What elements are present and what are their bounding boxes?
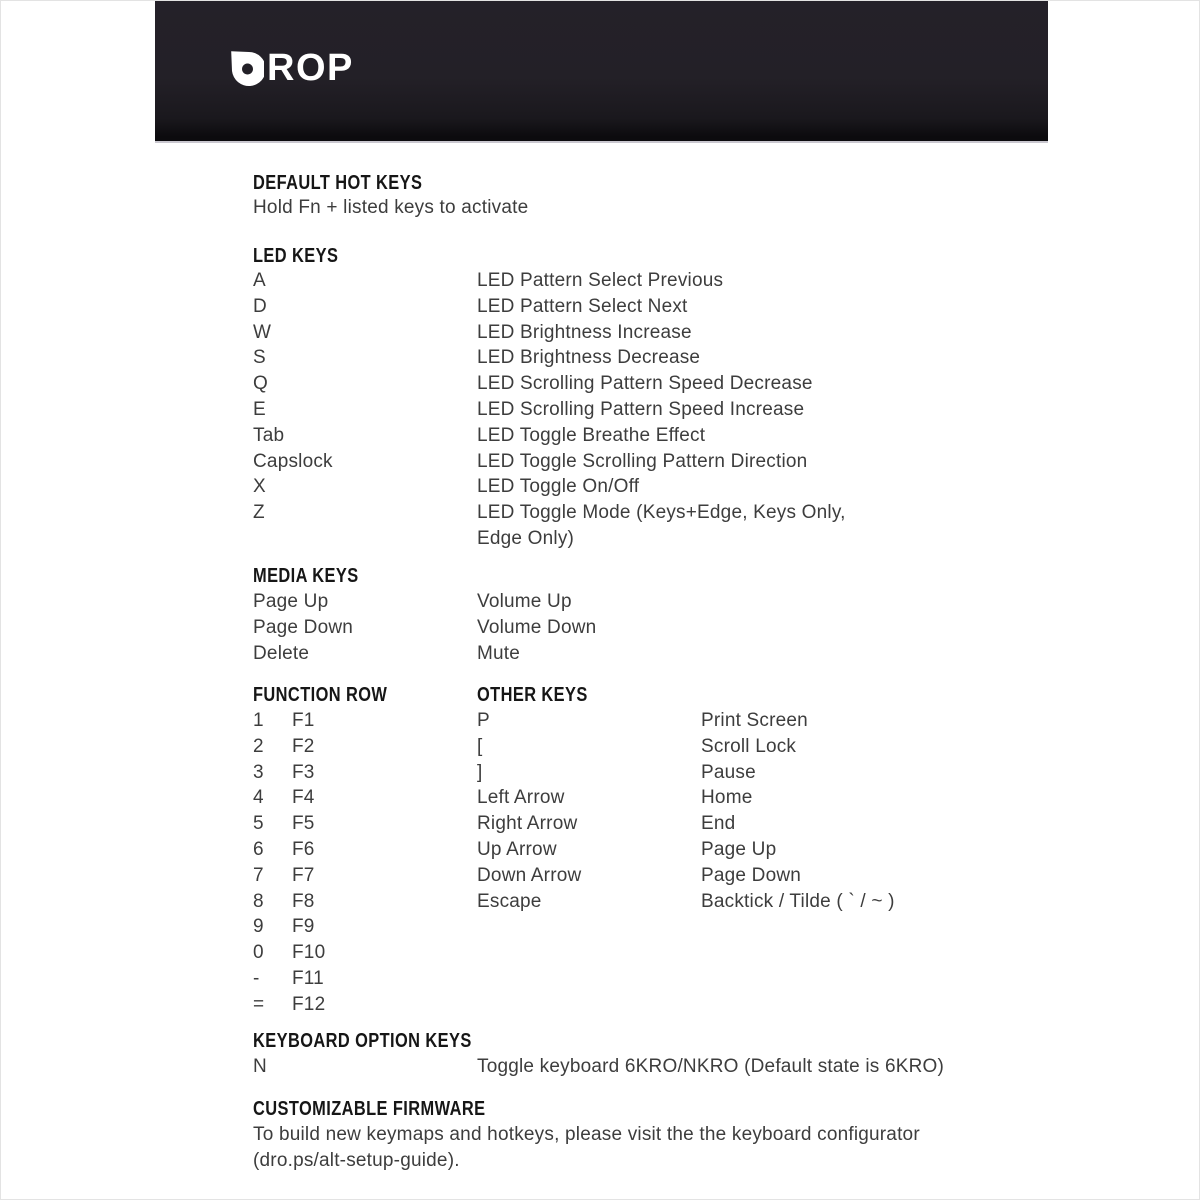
hotkey-key: [ bbox=[477, 735, 483, 757]
hotkey-key: Escape bbox=[477, 890, 542, 912]
hotkey-key: Delete bbox=[253, 642, 310, 664]
hotkey-action: End bbox=[701, 813, 736, 835]
hotkey-key: Capslock bbox=[253, 450, 333, 472]
brand-header bbox=[155, 1, 1048, 143]
section-heading-led-keys: LED KEYS bbox=[253, 245, 339, 267]
hotkey-action: F7 bbox=[292, 864, 315, 886]
hotkey-row bbox=[253, 268, 857, 294]
hotkey-row bbox=[477, 760, 895, 786]
hotkey-key: Down Arrow bbox=[477, 864, 582, 886]
hotkey-action: LED Brightness Decrease bbox=[477, 347, 701, 369]
drop-logo-d-icon bbox=[229, 49, 264, 87]
hotkey-key: Page Down bbox=[253, 616, 354, 638]
hotkey-action: F9 bbox=[292, 916, 315, 938]
hotkey-row bbox=[253, 345, 857, 371]
section-heading-media-keys: MEDIA KEYS bbox=[253, 565, 359, 587]
hotkey-key: W bbox=[253, 321, 272, 343]
hotkey-action: LED Pattern Select Previous bbox=[477, 270, 724, 291]
hotkey-key: 2 bbox=[253, 735, 264, 757]
hotkey-row bbox=[477, 837, 895, 863]
hotkey-row bbox=[253, 940, 325, 966]
hotkey-row bbox=[477, 734, 895, 760]
hotkey-action: Volume Up bbox=[477, 591, 572, 612]
hotkey-action: LED Toggle Scrolling Pattern Direction bbox=[477, 450, 808, 472]
hotkey-key: 5 bbox=[253, 813, 264, 835]
hotkey-action: LED Toggle On/Off bbox=[477, 476, 640, 498]
hotkey-key: 0 bbox=[253, 942, 264, 964]
hotkey-key: D bbox=[253, 295, 267, 317]
hotkey-row bbox=[253, 708, 325, 734]
hotkey-action: F6 bbox=[292, 838, 315, 860]
hotkey-key: X bbox=[253, 476, 266, 498]
hotkey-row bbox=[253, 423, 857, 449]
hotkey-action: F1 bbox=[292, 710, 315, 731]
hotkey-row bbox=[253, 811, 325, 837]
hotkey-row bbox=[253, 320, 857, 346]
hotkey-action: F11 bbox=[292, 967, 324, 989]
hotkey-key: Right Arrow bbox=[477, 813, 578, 835]
hotkey-action: Toggle keyboard 6KRO/NKRO (Default state is 6KRO) bbox=[477, 1056, 945, 1077]
hotkey-row bbox=[253, 734, 325, 760]
section-heading-other-keys: OTHER KEYS bbox=[477, 684, 588, 706]
firmware-note: To build new keymaps and hotkeys, please visit the the keyboard configurator (dro.ps/alt-setup-guide). bbox=[253, 1124, 920, 1171]
hotkey-row bbox=[477, 811, 895, 837]
hotkey-action: F4 bbox=[292, 787, 315, 809]
hotkey-key: Page Up bbox=[253, 591, 329, 612]
hotkey-row bbox=[253, 371, 857, 397]
section-heading-keyboard-option-keys: KEYBOARD OPTION KEYS bbox=[253, 1030, 472, 1052]
hotkey-row bbox=[477, 889, 895, 915]
hotkey-action: F3 bbox=[292, 761, 315, 783]
hotkey-action: Scroll Lock bbox=[701, 735, 797, 757]
hotkey-action: Page Up bbox=[701, 838, 777, 860]
led-keys-table bbox=[253, 268, 857, 552]
hotkey-action: LED Brightness Increase bbox=[477, 321, 692, 343]
hotkey-action: LED Toggle Breathe Effect bbox=[477, 424, 706, 446]
hotkey-row bbox=[477, 785, 895, 811]
hotkey-row bbox=[253, 1054, 944, 1080]
hotkey-action: Pause bbox=[701, 761, 756, 783]
hotkey-row bbox=[253, 397, 857, 423]
other-keys-table bbox=[477, 708, 895, 914]
hotkey-key: 3 bbox=[253, 761, 264, 783]
hotkey-action: F5 bbox=[292, 813, 315, 835]
hotkey-row bbox=[253, 966, 325, 992]
hotkey-key: S bbox=[253, 347, 266, 369]
hotkey-key: 8 bbox=[253, 890, 264, 912]
hotkey-action: LED Pattern Select Next bbox=[477, 295, 688, 317]
hotkey-action: Home bbox=[701, 787, 753, 809]
hotkey-action: F12 bbox=[292, 993, 326, 1015]
keyboard-option-table bbox=[253, 1054, 944, 1080]
hotkey-action: Backtick / Tilde ( ` / ~ ) bbox=[701, 890, 895, 912]
hotkey-action: LED Toggle Mode (Keys+Edge, Keys Only, Edge Only) bbox=[477, 502, 846, 549]
hotkey-key: 7 bbox=[253, 864, 264, 886]
hotkey-key: Q bbox=[253, 373, 268, 395]
hotkey-row bbox=[253, 641, 596, 667]
hotkey-action: F2 bbox=[292, 735, 315, 757]
hotkey-action: F8 bbox=[292, 890, 315, 912]
hotkey-row bbox=[253, 914, 325, 940]
hotkey-action: Print Screen bbox=[701, 710, 808, 731]
drop-logo bbox=[229, 48, 354, 88]
hotkey-key: = bbox=[253, 993, 265, 1015]
hotkey-key: 4 bbox=[253, 787, 264, 809]
function-row-table bbox=[253, 708, 325, 1018]
hotkey-row bbox=[253, 785, 325, 811]
hotkey-row bbox=[253, 863, 325, 889]
hotkey-action: LED Scrolling Pattern Speed Decrease bbox=[477, 373, 813, 395]
hotkey-row bbox=[253, 837, 325, 863]
hotkey-row bbox=[253, 992, 325, 1018]
hotkey-key: - bbox=[253, 967, 260, 989]
drop-logo-text: ROP bbox=[267, 47, 354, 89]
section-heading-customizable-firmware: CUSTOMIZABLE FIRMWARE bbox=[253, 1098, 486, 1120]
hotkey-action: Page Down bbox=[701, 864, 802, 886]
hotkey-row bbox=[253, 500, 857, 552]
media-keys-table bbox=[253, 589, 596, 666]
hotkey-key: E bbox=[253, 398, 266, 420]
page-title: DEFAULT HOT KEYS bbox=[253, 172, 423, 194]
hotkey-row bbox=[477, 708, 895, 734]
hotkey-row bbox=[253, 760, 325, 786]
hotkey-action: Mute bbox=[477, 642, 521, 664]
hotkey-row bbox=[253, 589, 596, 615]
hotkey-row bbox=[477, 863, 895, 889]
hotkey-row bbox=[253, 615, 596, 641]
hotkey-key: P bbox=[477, 710, 490, 731]
hotkey-key: 1 bbox=[253, 710, 264, 731]
hotkey-key: ] bbox=[477, 761, 483, 783]
hotkey-row bbox=[253, 474, 857, 500]
hotkey-row bbox=[253, 294, 857, 320]
hotkey-action: LED Scrolling Pattern Speed Increase bbox=[477, 398, 805, 420]
hotkey-row bbox=[253, 889, 325, 915]
hotkey-key: N bbox=[253, 1056, 267, 1077]
hotkey-key: Tab bbox=[253, 424, 285, 446]
section-heading-function-row: FUNCTION ROW bbox=[253, 684, 388, 706]
hotkey-action: Volume Down bbox=[477, 616, 597, 638]
hotkey-key: Up Arrow bbox=[477, 838, 557, 860]
hotkey-action: F10 bbox=[292, 942, 326, 964]
hotkey-row bbox=[253, 449, 857, 475]
hotkey-key: 6 bbox=[253, 838, 264, 860]
hotkey-key: Z bbox=[253, 502, 265, 524]
hotkey-key: Left Arrow bbox=[477, 787, 565, 809]
hotkey-key: 9 bbox=[253, 916, 264, 938]
page-subtitle: Hold Fn + listed keys to activate bbox=[253, 197, 529, 218]
hotkey-key: A bbox=[253, 270, 266, 291]
